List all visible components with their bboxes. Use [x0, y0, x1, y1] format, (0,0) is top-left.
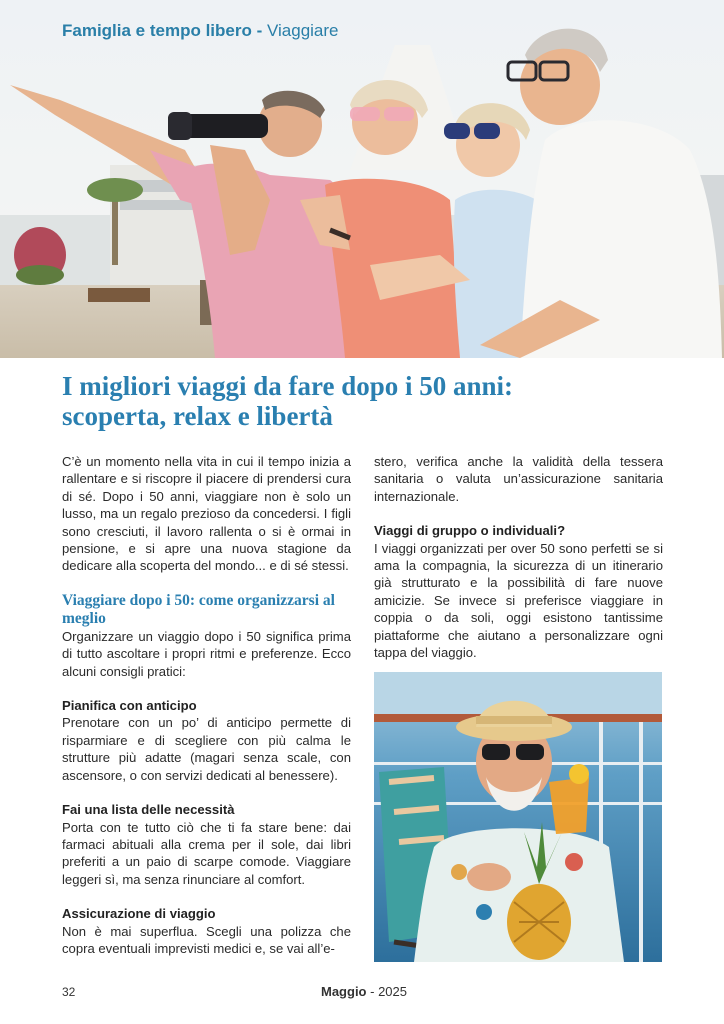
- article-title: [62, 371, 662, 431]
- cruise-illustration: [374, 672, 662, 962]
- issue-year: 2025: [378, 984, 407, 999]
- tip-paragraph-list: Porta con te tutto ciò che ti fa stare bene: dai farmaci abituali alla crema per il sole, dai libri preferiti a un paio di scarpe comode. Viaggiare leggeri sì, ma senza rinunciare al comfort.: [62, 819, 351, 887]
- cruise-photo: [374, 672, 662, 962]
- tip-heading-list: Fai una lista delle necessità: [62, 802, 235, 818]
- right-column: [374, 453, 663, 661]
- tip-paragraph-group: I viaggi organizzati per over 50 sono perfetti se si ama la compagnia, la sicurezza di un itinerario già strutturato e la possibilità di fare nuove amicizie. Se invece si preferisce viaggiare in coppia o da soli, oggi esistono tantissime piattaforme che aiutano a personalizzare ogni tappa del viaggio.: [374, 540, 663, 661]
- issue-date: [321, 984, 407, 999]
- section-separator: -: [251, 21, 267, 40]
- subsection-name: Viaggiare: [266, 21, 339, 40]
- section-heading: Viaggiare dopo i 50: come organizzarsi al meglio: [62, 591, 335, 627]
- tip-paragraph-insurance-continued: stero, verifica anche la validità della tessera sanitaria o valuta un’assicurazione sanitaria internazionale.: [374, 454, 663, 504]
- left-column: [62, 453, 351, 957]
- article-title-line1: I migliori viaggi da fare dopo i 50 anni:: [62, 371, 514, 401]
- intro-paragraph: C’è un momento nella vita in cui il tempo inizia a rallentare e si riscopre il piacere di prendersi cura di sé. Dopo i 50 anni, viaggiare non è solo un lusso, ma un regalo prezioso da concedersi. I figli sono cresciuti, il lavoro rallenta o si è ormai in pensione, e si apre una nuova stagione da dedicare alla scoperta del mondo... e di sé stessi.: [62, 454, 351, 574]
- section-paragraph: Organizzare un viaggio dopo i 50 significa prima di tutto ascoltare i propri ritmi e preferenze. Ecco alcuni consigli pratici:: [62, 628, 351, 679]
- section-name: Famiglia e tempo libero: [62, 21, 252, 40]
- issue-month: Maggio: [321, 984, 367, 999]
- article-title-line2: scoperta, relax e libertà: [62, 401, 333, 431]
- page-number: 32: [62, 985, 76, 999]
- tip-paragraph-insurance: Non è mai superflua. Scegli una polizza che copra eventuali imprevisti medici e, se vai all’e-: [62, 923, 351, 956]
- section-label: [62, 21, 339, 41]
- issue-separator: -: [366, 984, 379, 999]
- tip-paragraph-plan: Prenotare con un po’ di anticipo permette di risparmiare e di scegliere con più calma le strutture più adatte (magari senza scale, con ascensore, o con servizi dedicati al benessere).: [62, 715, 351, 783]
- tip-heading-group: Viaggi di gruppo o individuali?: [374, 523, 566, 539]
- hero-photo: [0, 0, 724, 358]
- hero-illustration: [0, 0, 724, 358]
- tip-heading-insurance: Assicurazione di viaggio: [62, 906, 216, 922]
- tip-heading-plan: Pianifica con anticipo: [62, 698, 197, 714]
